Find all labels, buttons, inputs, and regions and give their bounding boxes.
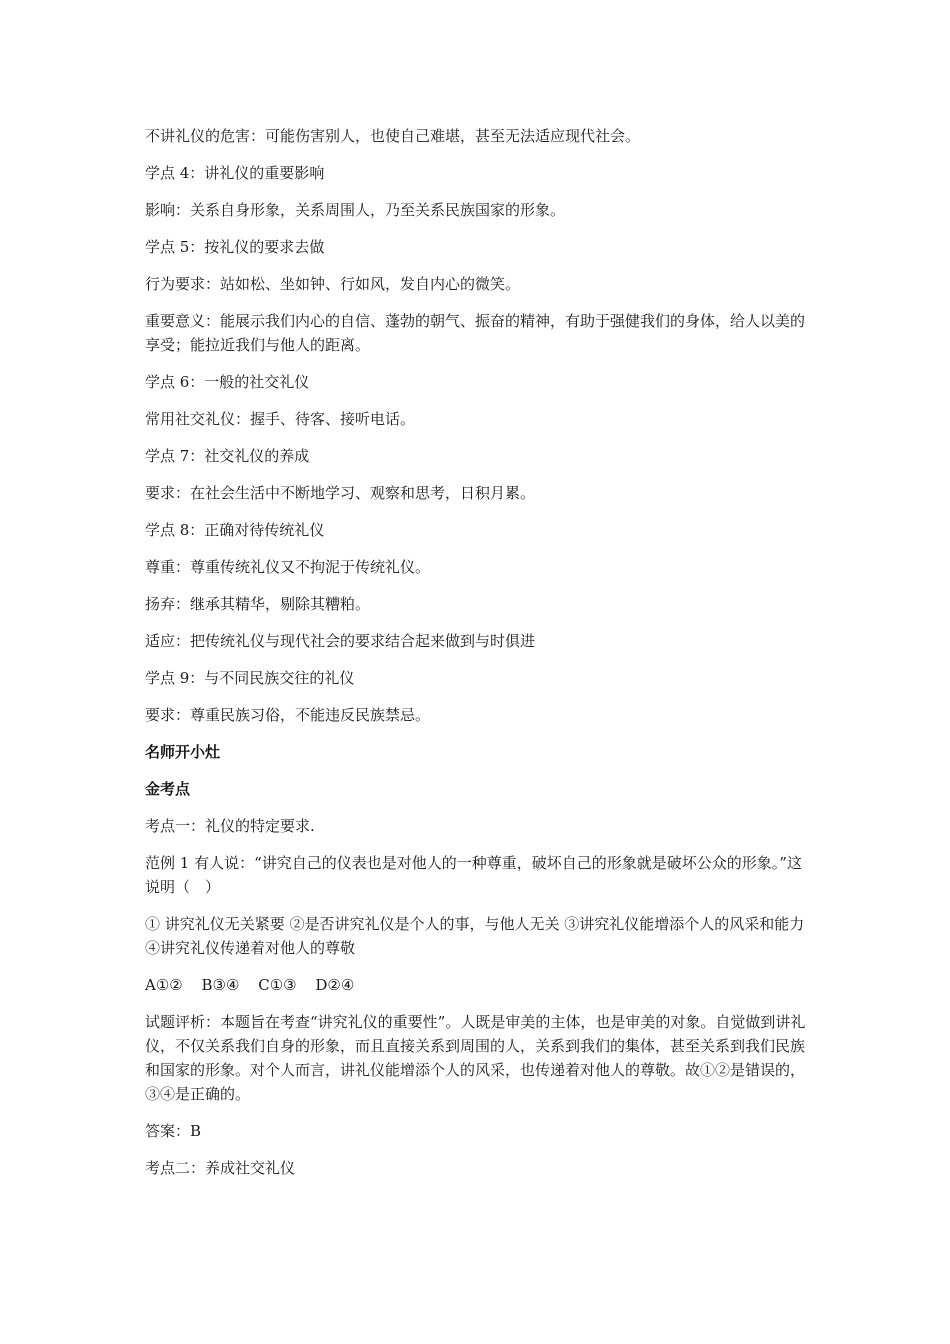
example-question: 范例 1 有人说：“讲究自己的仪表也是对他人的一种尊重，破坏自己的形象就是破坏公众的形象。”这说明（ ） xyxy=(145,854,802,896)
heading-xuedian-4: 学点 4：讲礼仪的重要影响 xyxy=(145,164,325,182)
kaodian-1: 考点一：礼仪的特定要求. xyxy=(145,817,315,835)
paragraph-harm: 不讲礼仪的危害：可能伤害别人，也使自己难堪，甚至无法适应现代社会。 xyxy=(145,127,641,145)
paragraph-sublate: 扬弃：继承其精华，剔除其糟粕。 xyxy=(145,595,371,613)
heading-xuedian-7: 学点 7：社交礼仪的养成 xyxy=(145,447,310,465)
option-d: D②④ xyxy=(315,976,355,994)
option-a: A①② xyxy=(145,976,183,994)
paragraph-influence: 影响：关系自身形象，关系周围人，乃至关系民族国家的形象。 xyxy=(145,201,566,219)
heading-xuedian-5: 学点 5：按礼仪的要求去做 xyxy=(145,238,325,256)
document-body xyxy=(145,124,810,1193)
paragraph-respect: 尊重：尊重传统礼仪又不拘泥于传统礼仪。 xyxy=(145,558,431,576)
answer-line: 答案：B xyxy=(145,1122,202,1140)
kaodian-2: 考点二：养成社交礼仪 xyxy=(145,1159,296,1177)
heading-xuedian-6: 学点 6：一般的社交礼仪 xyxy=(145,373,310,391)
paragraph-requirement: 要求：在社会生活中不断地学习、观察和思考，日积月累。 xyxy=(145,484,536,502)
subsection-title: 金考点 xyxy=(145,780,191,798)
heading-xuedian-8: 学点 8：正确对待传统礼仪 xyxy=(145,521,325,539)
heading-xuedian-9: 学点 9：与不同民族交往的礼仪 xyxy=(145,669,355,687)
paragraph-significance: 重要意义：能展示我们内心的自信、蓬勃的朝气、振奋的精神，有助于强健我们的身体，给人以美的享受；能拉近我们与他人的距离。 xyxy=(145,312,806,354)
section-title: 名师开小灶 xyxy=(145,743,221,761)
option-c: C①③ xyxy=(258,976,297,994)
paragraph-ethnic-requirement: 要求：尊重民族习俗，不能违反民族禁忌。 xyxy=(145,706,431,724)
example-statements: ① 讲究礼仪无关紧要 ②是否讲究礼仪是个人的事，与他人无关 ③讲究礼仪能增添个人的风采和能力④讲究礼仪传递着对他人的尊敬 xyxy=(145,915,805,957)
option-b: B③④ xyxy=(201,976,240,994)
analysis-paragraph: 试题评析：本题旨在考查“讲究礼仪的重要性”。人既是审美的主体，也是审美的对象。自觉做到讲礼仪，不仅关系我们自身的形象，而且直接关系到周围的人，关系到我们的集体，甚至关系到我们民族和国家的形象。对个人而言，讲礼仪能增添个人的风采，也传递着对他人的尊敬。故①②是错误的，③④是正确的。 xyxy=(145,1013,806,1103)
paragraph-social-etiquette: 常用社交礼仪：握手、待客、接听电话。 xyxy=(145,410,416,428)
paragraph-adapt: 适应：把传统礼仪与现代社会的要求结合起来做到与时俱进 xyxy=(145,632,536,650)
answer-options xyxy=(145,973,810,997)
paragraph-behavior: 行为要求：站如松、坐如钟、行如风，发自内心的微笑。 xyxy=(145,275,521,293)
